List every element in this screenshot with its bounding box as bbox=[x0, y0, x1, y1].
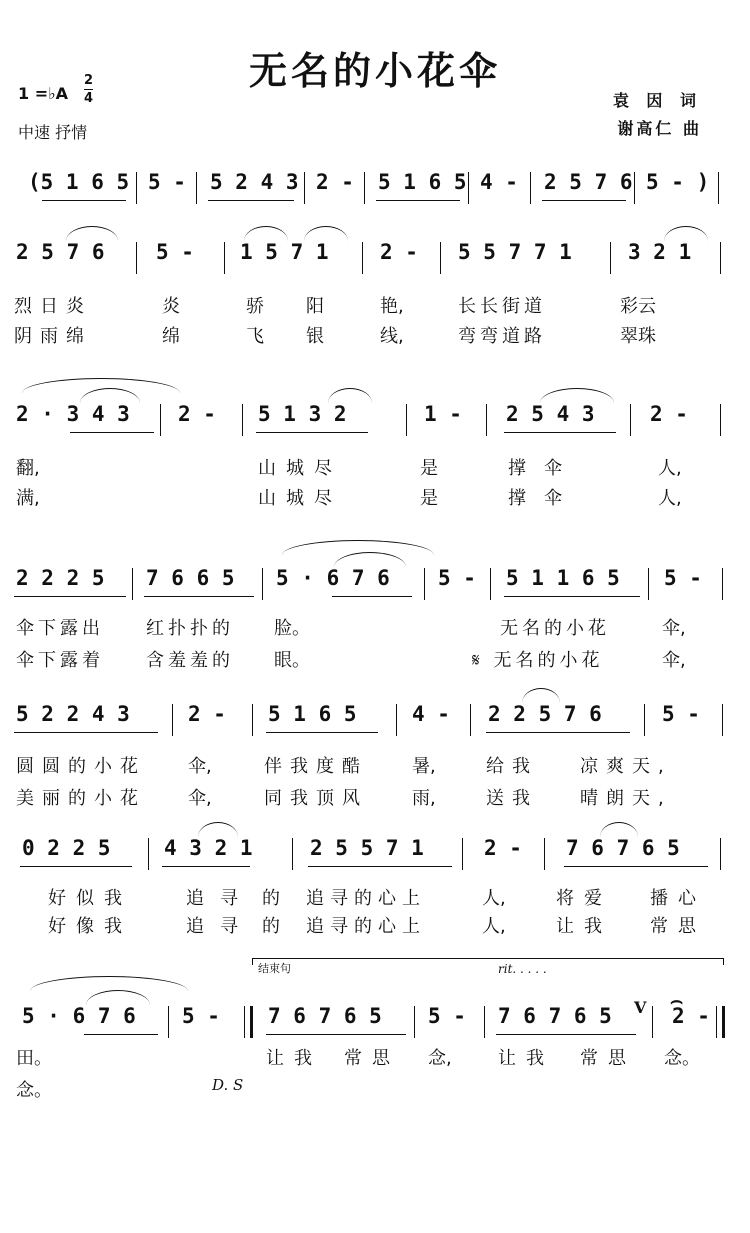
beam bbox=[266, 1034, 406, 1035]
bar: 2 - bbox=[316, 170, 354, 194]
lyrics-verse-2: 好像我 追寻 的 追寻的心上 人, 让我 常思 bbox=[48, 916, 706, 937]
barline bbox=[722, 704, 723, 736]
bar: 5 1 6 5 bbox=[268, 702, 357, 726]
lyrics-verse-2: 伞下露着 含羞羞的 眼。 𝄋 无名的小花 伞, bbox=[16, 650, 686, 671]
barline bbox=[720, 242, 721, 274]
barline bbox=[720, 404, 721, 436]
beam bbox=[162, 866, 250, 867]
bar: 2 - bbox=[188, 702, 226, 726]
repeat-barline bbox=[244, 1006, 245, 1038]
beam bbox=[70, 432, 154, 433]
barline bbox=[648, 568, 649, 600]
lyricist-credit: 袁 因 词 bbox=[612, 91, 702, 110]
bar: 5 2 2 4 3 bbox=[16, 702, 130, 726]
barline bbox=[652, 1006, 653, 1038]
barline bbox=[148, 838, 149, 870]
barline bbox=[634, 172, 635, 204]
bar: 4 3 2 1 bbox=[164, 836, 253, 860]
barline bbox=[530, 172, 531, 204]
notes-row bbox=[0, 240, 750, 296]
lyrics-verse-1: 翻, 山城尽 是 撑伞 人, bbox=[16, 458, 682, 479]
bar: 2 - bbox=[178, 402, 216, 426]
bar: 2 - bbox=[650, 402, 688, 426]
beam bbox=[486, 732, 630, 733]
barline bbox=[424, 568, 425, 600]
bar: 5 1 6 5 bbox=[378, 170, 467, 194]
bar: 4 - bbox=[480, 170, 518, 194]
beam bbox=[332, 596, 412, 597]
barline bbox=[630, 404, 631, 436]
bar: 5 - bbox=[438, 566, 476, 590]
bar: 5 · 6 7 6 bbox=[22, 1004, 136, 1028]
bar: 5 - bbox=[662, 702, 700, 726]
bar: 5 - bbox=[428, 1004, 466, 1028]
bar: 5 1 3 2 bbox=[258, 402, 347, 426]
beam bbox=[84, 1034, 158, 1035]
barline bbox=[304, 172, 305, 204]
barline bbox=[610, 242, 611, 274]
slur bbox=[244, 226, 288, 241]
breath-mark: V bbox=[634, 998, 647, 1017]
bar: 2 - bbox=[672, 1004, 710, 1028]
bar: 5 2 4 3 bbox=[210, 170, 299, 194]
beam bbox=[144, 596, 254, 597]
time-signature: $\frac{2}{4}$ bbox=[84, 73, 94, 106]
bar: 2 2 2 5 bbox=[16, 566, 105, 590]
bar: 2 - bbox=[484, 836, 522, 860]
beam bbox=[20, 866, 132, 867]
beam bbox=[256, 432, 368, 433]
barline bbox=[406, 404, 407, 436]
bar: 2 · 3 4 3 bbox=[16, 402, 130, 426]
bar: 5 1 1 6 5 bbox=[506, 566, 620, 590]
beam bbox=[14, 732, 158, 733]
barline bbox=[224, 242, 225, 274]
beam bbox=[504, 432, 616, 433]
barline bbox=[544, 838, 545, 870]
ds-marking: D. S bbox=[212, 1076, 244, 1094]
beam bbox=[208, 200, 294, 201]
barline bbox=[292, 838, 293, 870]
ending-bracket bbox=[252, 958, 724, 965]
barline bbox=[396, 704, 397, 736]
lyrics-verse-1: 伞下露出 红扑扑的 脸。 无名的小花 伞, bbox=[16, 618, 686, 639]
beam bbox=[564, 866, 708, 867]
barline bbox=[490, 568, 491, 600]
bar: 3 2 1 bbox=[628, 240, 692, 264]
beam bbox=[496, 1034, 636, 1035]
bar: 5 - bbox=[156, 240, 194, 264]
bar: 7 6 7 6 5 bbox=[498, 1004, 612, 1028]
barline bbox=[242, 404, 243, 436]
bar: 2 - bbox=[380, 240, 418, 264]
bar: 5 - bbox=[182, 1004, 220, 1028]
beam bbox=[14, 596, 126, 597]
bar: 1 - bbox=[424, 402, 462, 426]
barline bbox=[468, 172, 469, 204]
slur bbox=[66, 226, 118, 241]
barline bbox=[132, 568, 133, 600]
bar: 5 - bbox=[148, 170, 186, 194]
beam bbox=[542, 200, 626, 201]
barline bbox=[168, 1006, 169, 1038]
barline bbox=[136, 172, 137, 204]
lyrics-verse-2: 阴雨绵 绵 飞 银 线, 弯弯道路 翠珠 bbox=[14, 326, 656, 347]
beam bbox=[266, 732, 378, 733]
lyrics-verse-1: 好似我 追寻 的 追寻的心上 人, 将爱 播心 bbox=[48, 888, 706, 909]
bar: (5 1 6 5 bbox=[28, 170, 130, 194]
barline bbox=[362, 242, 363, 274]
beam bbox=[376, 200, 460, 201]
barline bbox=[484, 1006, 485, 1038]
ending-label: 结束句 bbox=[258, 962, 291, 975]
bar: 2 5 7 6 bbox=[16, 240, 105, 264]
song-title: 无名的小花伞 bbox=[248, 48, 501, 93]
lyrics-verse-1: 圆圆的小花 伞, 伴我度酷 暑, 给我 凉爽天, bbox=[16, 756, 672, 777]
notes-row bbox=[0, 170, 750, 226]
fermata-icon: ⌢ bbox=[670, 988, 684, 1012]
barline bbox=[364, 172, 365, 204]
rit-marking: rit. . . . . bbox=[498, 962, 547, 976]
slur bbox=[664, 226, 708, 241]
bar: 4 - bbox=[412, 702, 450, 726]
bar: 2 2 5 7 6 bbox=[488, 702, 602, 726]
barline bbox=[196, 172, 197, 204]
bar: 5 - bbox=[664, 566, 702, 590]
key-signature: 1 =♭A bbox=[18, 84, 69, 103]
bar: 1 5 7 1 bbox=[240, 240, 329, 264]
final-barline-thick bbox=[722, 1006, 725, 1038]
composer-credit: 谢高仁 曲 bbox=[617, 119, 702, 138]
slur bbox=[304, 226, 348, 241]
barline bbox=[160, 404, 161, 436]
barline bbox=[486, 404, 487, 436]
bar: 2 5 4 3 bbox=[506, 402, 595, 426]
bar: 7 6 7 6 5 bbox=[566, 836, 680, 860]
beam bbox=[504, 596, 640, 597]
lyrics-verse-1: 烈日炎 炎 骄 阳 艳, 长长街道 彩云 bbox=[14, 296, 656, 317]
bar: 2 5 5 7 1 bbox=[310, 836, 424, 860]
barline bbox=[414, 1006, 415, 1038]
notes-row bbox=[0, 402, 750, 458]
barline bbox=[720, 838, 721, 870]
barline bbox=[718, 172, 719, 204]
bar: 7 6 7 6 5 bbox=[268, 1004, 382, 1028]
tempo-marking: 中速 抒情 bbox=[18, 123, 88, 142]
barline bbox=[462, 838, 463, 870]
lyrics-verse-2: 念。 D. S bbox=[16, 1076, 244, 1101]
barline bbox=[262, 568, 263, 600]
bar: 7 6 6 5 bbox=[146, 566, 235, 590]
barline bbox=[722, 568, 723, 600]
bar: 5 5 7 7 1 bbox=[458, 240, 572, 264]
barline bbox=[172, 704, 173, 736]
beam bbox=[308, 866, 452, 867]
bar: 5 - ) bbox=[646, 170, 710, 194]
barline bbox=[470, 704, 471, 736]
lyrics-verse-1: 田。 让我 常思 念, 让我 常思 念。 bbox=[16, 1048, 700, 1069]
bar: 2 5 7 6 bbox=[544, 170, 633, 194]
final-barline bbox=[716, 1006, 717, 1038]
bar: 5 · 6 7 6 bbox=[276, 566, 390, 590]
barline bbox=[136, 242, 137, 274]
lyrics-verse-2: 满, 山城尽 是 撑伞 人, bbox=[16, 488, 682, 509]
repeat-barline-thick bbox=[250, 1006, 253, 1038]
bar: 0 2 2 5 bbox=[22, 836, 111, 860]
barline bbox=[440, 242, 441, 274]
lyrics-verse-2: 美丽的小花 伞, 同我顶风 雨, 送我 晴朗天, bbox=[16, 788, 672, 809]
barline bbox=[644, 704, 645, 736]
beam bbox=[42, 200, 126, 201]
barline bbox=[252, 704, 253, 736]
